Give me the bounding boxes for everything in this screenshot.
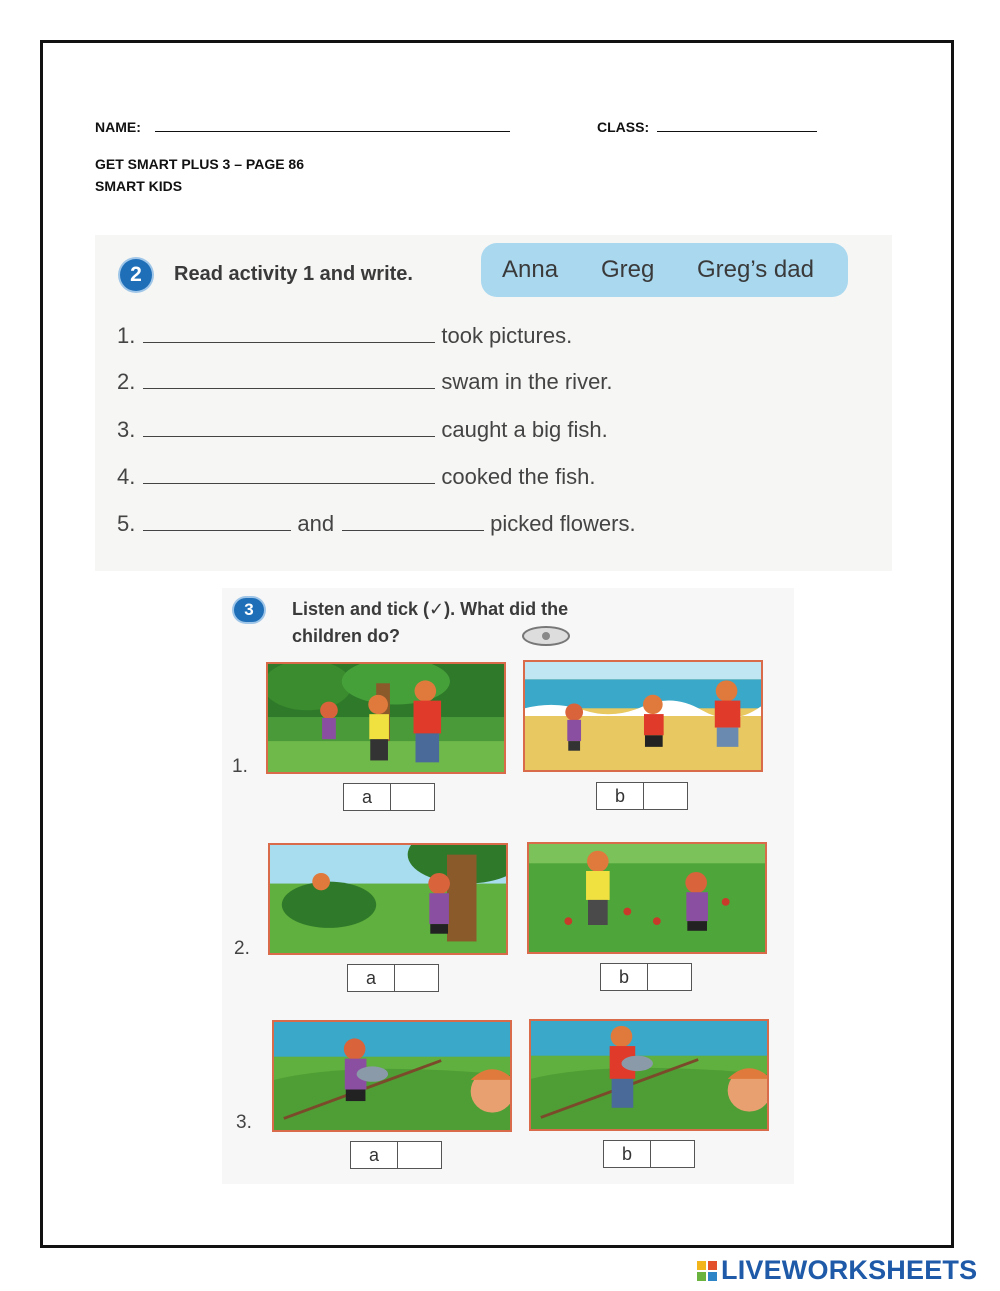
row-number: 1. bbox=[232, 756, 248, 777]
logo-square bbox=[697, 1272, 706, 1281]
sentence-text: cooked the fish. bbox=[441, 464, 596, 489]
option-label: b bbox=[601, 964, 648, 990]
option-label: a bbox=[351, 1142, 398, 1168]
activity-3-number: 3 bbox=[234, 598, 264, 622]
option-label: a bbox=[348, 965, 395, 991]
picture-2a bbox=[268, 843, 508, 955]
tick-box-3a[interactable] bbox=[350, 1141, 442, 1169]
sentence-row bbox=[117, 511, 636, 537]
tick-box-1b[interactable] bbox=[596, 782, 688, 810]
sentence-number: 2. bbox=[117, 369, 136, 394]
sentence-number: 5. bbox=[117, 511, 136, 536]
sentence-number: 3. bbox=[117, 417, 136, 442]
brand-name: LIVEWORKSHEETS bbox=[721, 1255, 978, 1285]
option-label: b bbox=[604, 1141, 651, 1167]
sentence-text: swam in the river. bbox=[441, 369, 613, 394]
answer-blank[interactable] bbox=[143, 467, 435, 484]
name-row bbox=[95, 119, 510, 135]
sentence-row bbox=[117, 369, 613, 395]
picture-1b bbox=[523, 660, 763, 772]
tick-area[interactable] bbox=[398, 1142, 441, 1168]
answer-blank[interactable] bbox=[143, 326, 435, 343]
picture-3b bbox=[529, 1019, 769, 1131]
logo-square bbox=[708, 1272, 717, 1281]
activity-3-instruction-line2: children do? bbox=[292, 626, 400, 646]
class-row bbox=[597, 119, 817, 135]
tick-area[interactable] bbox=[391, 784, 434, 810]
picture-3a bbox=[272, 1020, 512, 1132]
sentence-row bbox=[117, 417, 608, 443]
sentence-text: took pictures. bbox=[441, 323, 573, 348]
tick-area[interactable] bbox=[644, 783, 687, 809]
sentence-text: caught a big fish. bbox=[441, 417, 608, 442]
logo-grid-icon bbox=[697, 1261, 717, 1281]
activity-2-instruction: Read activity 1 and write. bbox=[174, 263, 413, 285]
sentence-number: 1. bbox=[117, 323, 136, 348]
tick-box-2b[interactable] bbox=[600, 963, 692, 991]
tick-box-2a[interactable] bbox=[347, 964, 439, 992]
name-label: NAME: bbox=[95, 119, 141, 135]
row-number: 3. bbox=[236, 1112, 252, 1133]
option-label: a bbox=[344, 784, 391, 810]
activity-3 bbox=[222, 588, 794, 1184]
activity-3-instruction-line1: Listen and tick (✓). What did the bbox=[292, 599, 569, 619]
sentence-row bbox=[117, 323, 572, 349]
sentence-text: picked flowers. bbox=[490, 511, 636, 536]
activity-2 bbox=[95, 235, 892, 571]
class-field[interactable] bbox=[657, 119, 817, 132]
row-number: 2. bbox=[234, 938, 250, 959]
book-reference: GET SMART PLUS 3 – PAGE 86 bbox=[95, 156, 305, 172]
tick-area[interactable] bbox=[651, 1141, 694, 1167]
word-greg: Greg bbox=[601, 256, 655, 283]
tick-box-1a[interactable] bbox=[343, 783, 435, 811]
unit-title: SMART KIDS bbox=[95, 178, 183, 194]
cd-icon bbox=[522, 626, 570, 646]
answer-blank[interactable] bbox=[143, 514, 291, 531]
name-field[interactable] bbox=[155, 119, 510, 132]
word-bank bbox=[481, 243, 848, 297]
answer-blank[interactable] bbox=[143, 372, 435, 389]
logo-square bbox=[697, 1261, 706, 1270]
answer-blank[interactable] bbox=[342, 514, 484, 531]
word-gregs-dad: Greg’s dad bbox=[697, 256, 814, 283]
picture-1a bbox=[266, 662, 506, 774]
sentence-number: 4. bbox=[117, 464, 136, 489]
tick-area[interactable] bbox=[648, 964, 691, 990]
activity-2-number: 2 bbox=[120, 259, 152, 291]
word-anna: Anna bbox=[502, 256, 559, 283]
tick-area[interactable] bbox=[395, 965, 438, 991]
liveworksheets-logo bbox=[697, 1255, 977, 1286]
class-label: CLASS: bbox=[597, 119, 650, 135]
picture-2b bbox=[527, 842, 767, 954]
logo-square bbox=[708, 1261, 717, 1270]
option-label: b bbox=[597, 783, 644, 809]
sentence-connector: and bbox=[297, 511, 335, 536]
tick-box-3b[interactable] bbox=[603, 1140, 695, 1168]
answer-blank[interactable] bbox=[143, 420, 435, 437]
sentence-row bbox=[117, 464, 595, 490]
